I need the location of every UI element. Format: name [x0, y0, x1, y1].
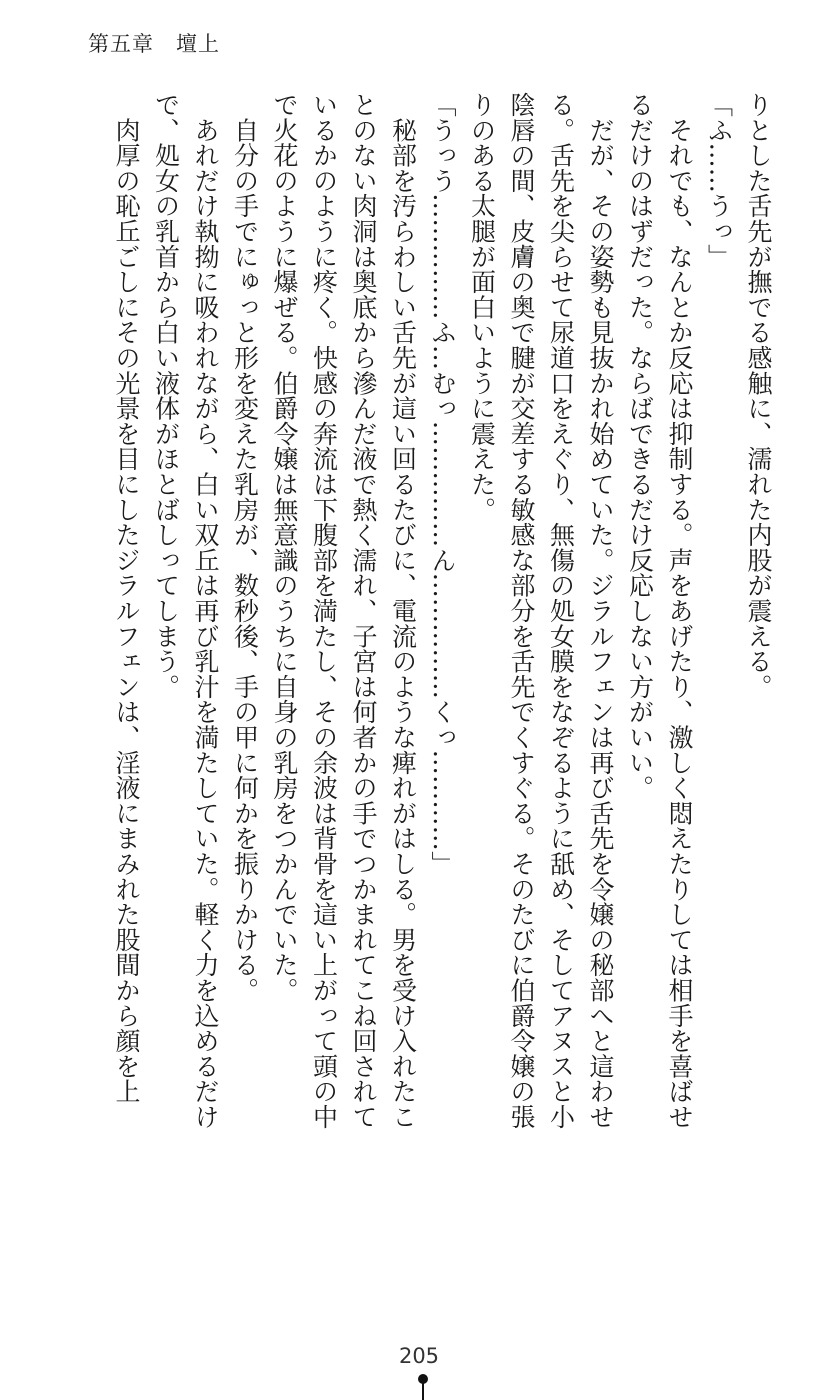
paragraph: 「ふ……うっ」	[704, 92, 734, 270]
paragraph: それでも、なんとか反応は抑制する。声をあげたり、激しく悶えたりしては相手を喜ばせるだけのはずだった。ならばできるだけ反応しない方がいい。	[625, 92, 694, 1130]
running-head: 第五章 壇上	[88, 32, 220, 56]
paragraph: 秘部を汚らわしい舌先が這い回るたびに、電流のような痺れがはしる。男を受け入れたことのない肉洞は奥底から滲んだ液で熱く濡れ、子宮は何者かの手でつかまれてこね回されているかのように疼く。快感の奔流は下腹部を満たし、その余波は背骨を這い上がって頭の中で火花のように爆ぜる。伯爵令嬢は無意識のうちに自身の乳房をつかんでいた。	[270, 92, 418, 1130]
vertical-text-body	[88, 92, 778, 1132]
paragraph: 肉厚の恥丘ごしにその光景を目にしたジラルフェンは、淫液にまみれた股間から顔を上	[112, 92, 141, 1104]
folio-stem-mark	[422, 1383, 424, 1400]
paragraph: あれだけ執拗に吸われながら、白い双丘は再び乳汁を満たしていた。軽く力を込めるだけで、処女の乳首から白い液体がほとばしってしまう。	[151, 92, 220, 1130]
page-number: 205	[398, 1344, 440, 1368]
paragraph: りとした舌先が撫でる感触に、濡れた内股が震える。	[744, 92, 773, 700]
paragraph: だが、その姿勢も見抜かれ始めていた。ジラルフェンは再び舌先を令嬢の秘部へと這わせる。舌先を尖らせて尿道口をえぐり、無傷の処女膜をなぞるように舐め、そしてアヌスと小陰唇の間、皮膚の奥で腱が交差する敏感な部分を舌先でくすぐる。そのたびに伯爵令嬢の張りのある太腿が面白いように震えた。	[467, 92, 615, 1130]
paragraph: 自分の手でにゅっと形を変えた乳房が、数秒後、手の甲に何かを振りかける。	[230, 92, 260, 1003]
paragraph: 「うっう……………ふ…むっ……………ん……………くっ…………」	[428, 92, 457, 877]
